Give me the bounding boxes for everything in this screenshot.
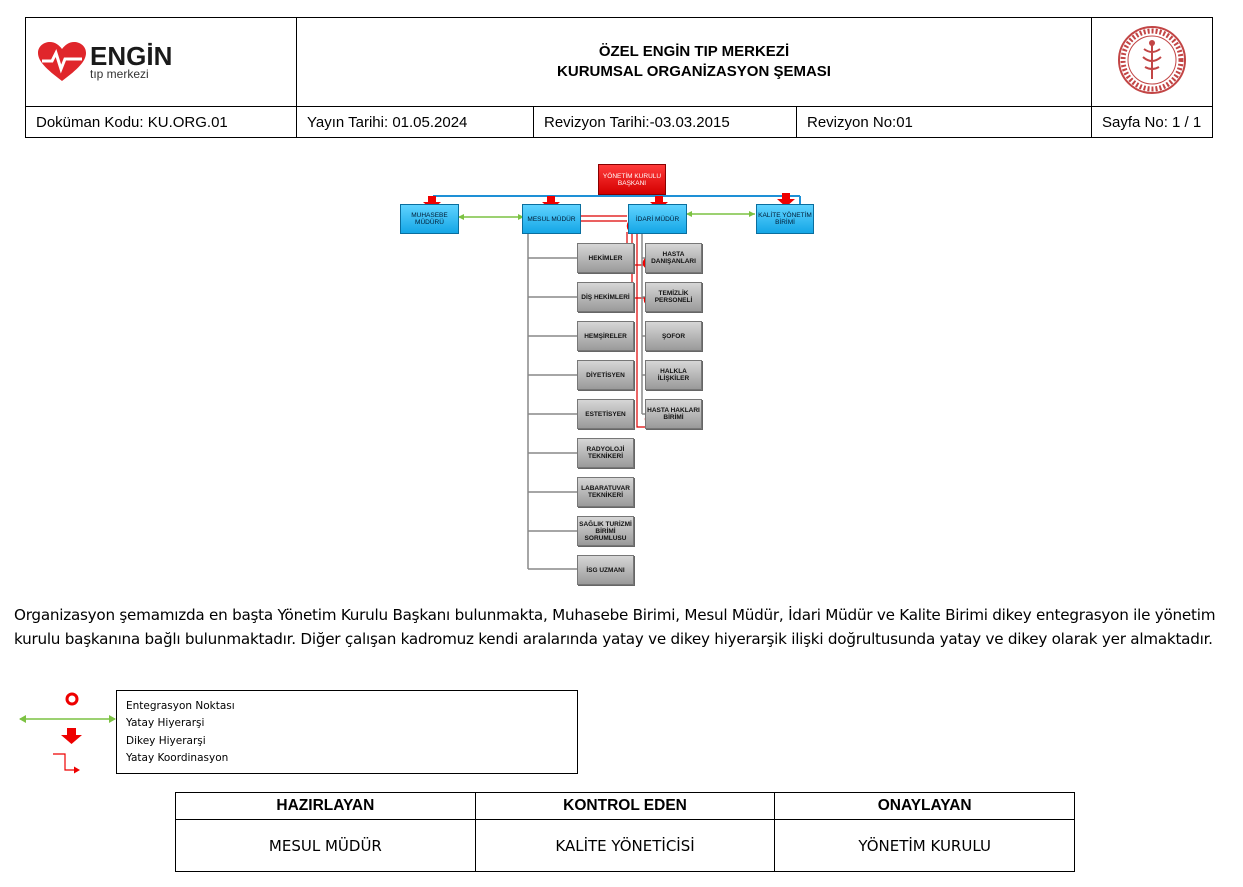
checked-by-value: KALİTE YÖNETİCİSİ: [475, 820, 775, 872]
org-box-patient-consultants: HASTA DANIŞANLARI: [645, 243, 702, 273]
revision-date: Revizyon Tarihi:-03.03.2015: [534, 107, 797, 138]
revision-no: Revizyon No:01: [797, 107, 1092, 138]
org-box-driver: ŞOFOR: [645, 321, 702, 351]
legend-item-vertical: Dikey Hiyerarşi: [126, 735, 206, 747]
legend-box: [116, 690, 578, 774]
document-title: [297, 18, 1092, 107]
integration-point-icon: [67, 694, 77, 704]
doc-code: Doküman Kodu: KU.ORG.01: [26, 107, 297, 138]
title-line-2: KURUMSAL ORGANİZASYON ŞEMASI: [557, 63, 831, 80]
org-box-accounting: MUHASEBE MÜDÜRÜ: [400, 204, 459, 234]
org-box-administrative-manager: İDARİ MÜDÜR: [628, 204, 687, 234]
org-box-dietitian: DİYETİSYEN: [577, 360, 634, 390]
org-box-responsible-manager: MESUL MÜDÜR: [522, 204, 581, 234]
approved-by-header: ONAYLAYAN: [775, 793, 1075, 820]
org-box-quality-unit: KALİTE YÖNETİM BİRİMİ: [756, 204, 814, 234]
description-paragraph: Organizasyon şemamızda en başta Yönetim Kurulu Başkanı bulunmakta, Muhasebe Birimi, Mesul Müdür, İdari Müdür ve Kalite Birimi dikey entegrasyon ile yönetim kurulu başkanına bağlı bulunmaktadır. Diğer çalışan kadromuz kendi aralarında yatay ve dikey hiyerarşik ilişki doğrultusunda yatay ve dikey olarak yer almaktadır.: [14, 606, 1216, 648]
org-box-board-chair: YÖNETİM KURULU BAŞKANI: [598, 164, 666, 195]
down-arrow-icon: [61, 728, 82, 744]
org-box-patient-rights: HASTA HAKLARI BİRİMİ: [645, 399, 702, 429]
logo-cell: [26, 18, 297, 107]
logo-subtitle: tıp merkezi: [90, 67, 149, 81]
org-box-health-tourism: SAĞLIK TURİZMİ BİRİMİ SORUMLUSU: [577, 516, 634, 546]
logo-brand: ENGİN: [90, 41, 173, 71]
org-box-dentists: DİŞ HEKİMLERİ: [577, 282, 634, 312]
org-box-lab-tech: LABARATUVAR TEKNİKERİ: [577, 477, 634, 507]
heart-logo-icon: [36, 41, 88, 83]
approved-by-value: YÖNETİM KURULU: [775, 820, 1075, 872]
prepared-by-header: HAZIRLAYAN: [176, 793, 476, 820]
org-box-physicians: HEKİMLER: [577, 243, 634, 273]
legend-symbols: [0, 688, 120, 778]
org-box-ohs-specialist: İSG UZMANI: [577, 555, 634, 585]
publish-date: Yayın Tarihi: 01.05.2024: [297, 107, 534, 138]
ministry-seal-cell: [1092, 18, 1213, 107]
legend-item-integration: Entegrasyon Noktası: [126, 700, 235, 712]
signature-table: [175, 792, 1075, 872]
org-box-cleaning-staff: TEMİZLİK PERSONELİ: [645, 282, 702, 312]
checked-by-header: KONTROL EDEN: [475, 793, 775, 820]
org-box-public-relations: HALKLA İLİŞKİLER: [645, 360, 702, 390]
org-box-radiology-tech: RADYOLOJİ TEKNİKERİ: [577, 438, 634, 468]
org-box-nurses: HEMŞİRELER: [577, 321, 634, 351]
page-number: Sayfa No: 1 / 1: [1092, 107, 1213, 138]
coordination-arrow-icon: [53, 754, 75, 770]
title-line-1: ÖZEL ENGİN TIP MERKEZİ: [598, 43, 790, 60]
legend-item-coordination: Yatay Koordinasyon: [126, 752, 229, 764]
org-box-aesthetician: ESTETİSYEN: [577, 399, 634, 429]
legend-item-horizontal: Yatay Hiyerarşi: [126, 717, 205, 729]
document-header: [25, 17, 1213, 138]
prepared-by-value: MESUL MÜDÜR: [176, 820, 476, 872]
ministry-seal-icon: [1117, 25, 1187, 95]
